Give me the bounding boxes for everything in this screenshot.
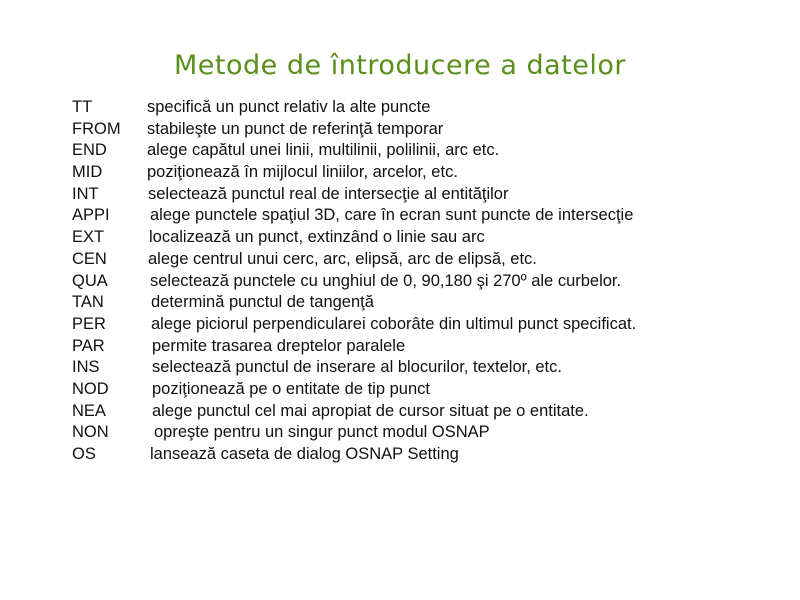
osnap-description: lansează caseta de dialog OSNAP Setting [150, 445, 459, 463]
osnap-description: localizează un punct, extinzând o linie sau arc [149, 228, 485, 247]
list-item [72, 140, 782, 162]
osnap-description: determină punctul de tangenţă [151, 293, 374, 312]
osnap-code: TAN [72, 293, 104, 312]
list-item [72, 162, 782, 184]
list-item [72, 184, 782, 206]
osnap-code: CEN [72, 249, 107, 268]
osnap-description: alege centrul unui cerc, arc, elipsă, arc de elipsă, etc. [148, 249, 537, 268]
osnap-code: NEA [72, 401, 106, 420]
osnap-list [72, 97, 782, 466]
list-item [72, 336, 782, 358]
list-item [72, 271, 782, 293]
list-item [72, 401, 782, 423]
osnap-code: MID [72, 163, 103, 182]
osnap-code: INS [72, 358, 100, 377]
slide-title [0, 50, 800, 81]
osnap-description: opreşte pentru un singur punct modul OSNAP [154, 423, 490, 442]
list-item [72, 444, 782, 466]
list-item [72, 314, 782, 336]
osnap-code: QUA [72, 271, 108, 290]
list-item [72, 249, 782, 271]
osnap-code: PER [72, 314, 106, 333]
list-item [72, 292, 782, 314]
osnap-description: alege punctul cel mai apropiat de cursor situat pe o entitate. [152, 401, 589, 420]
osnap-description: alege capătul unei linii, multilinii, polilinii, arc etc. [147, 141, 500, 160]
osnap-code: NON [72, 423, 109, 442]
osnap-description: poziţionează în mijlocul liniilor, arcelor, etc. [147, 163, 458, 182]
osnap-description: selectează punctul real de intersecţie al entităţilor [148, 184, 509, 203]
osnap-code: END [72, 141, 107, 160]
osnap-description: specifică un punct relativ la alte puncte [147, 98, 431, 116]
osnap-description: alege punctele spaţiul 3D, care în ecran sunt puncte de intersecţie [150, 206, 634, 225]
osnap-code: FROM [72, 119, 121, 138]
list-item [72, 97, 782, 119]
osnap-code: NOD [72, 379, 109, 398]
osnap-description: permite trasarea dreptelor paralele [152, 336, 406, 355]
osnap-code: EXT [72, 228, 105, 247]
list-item [72, 119, 782, 141]
osnap-description: stabileşte un punct de referinţă temporar [147, 119, 444, 138]
list-item [72, 227, 782, 249]
osnap-code: OS [72, 445, 96, 463]
osnap-code: TT [72, 98, 93, 116]
osnap-description: selectează punctele cu unghiul de 0, 90,180 şi 270º ale curbelor. [150, 271, 622, 290]
osnap-code: INT [72, 184, 99, 203]
osnap-code: APPI [72, 206, 110, 225]
slide-title-text: Metode de întroducere a datelor [174, 50, 626, 81]
osnap-description: poziţionează pe o entitate de tip punct [152, 379, 430, 398]
list-item [72, 357, 782, 379]
list-item [72, 205, 782, 227]
list-item [72, 422, 782, 444]
list-item [72, 379, 782, 401]
osnap-description: selectează punctul de inserare al blocurilor, textelor, etc. [152, 358, 562, 377]
osnap-description: alege piciorul perpendicularei coborâte din ultimul punct specificat. [151, 314, 637, 333]
osnap-code: PAR [72, 336, 105, 355]
